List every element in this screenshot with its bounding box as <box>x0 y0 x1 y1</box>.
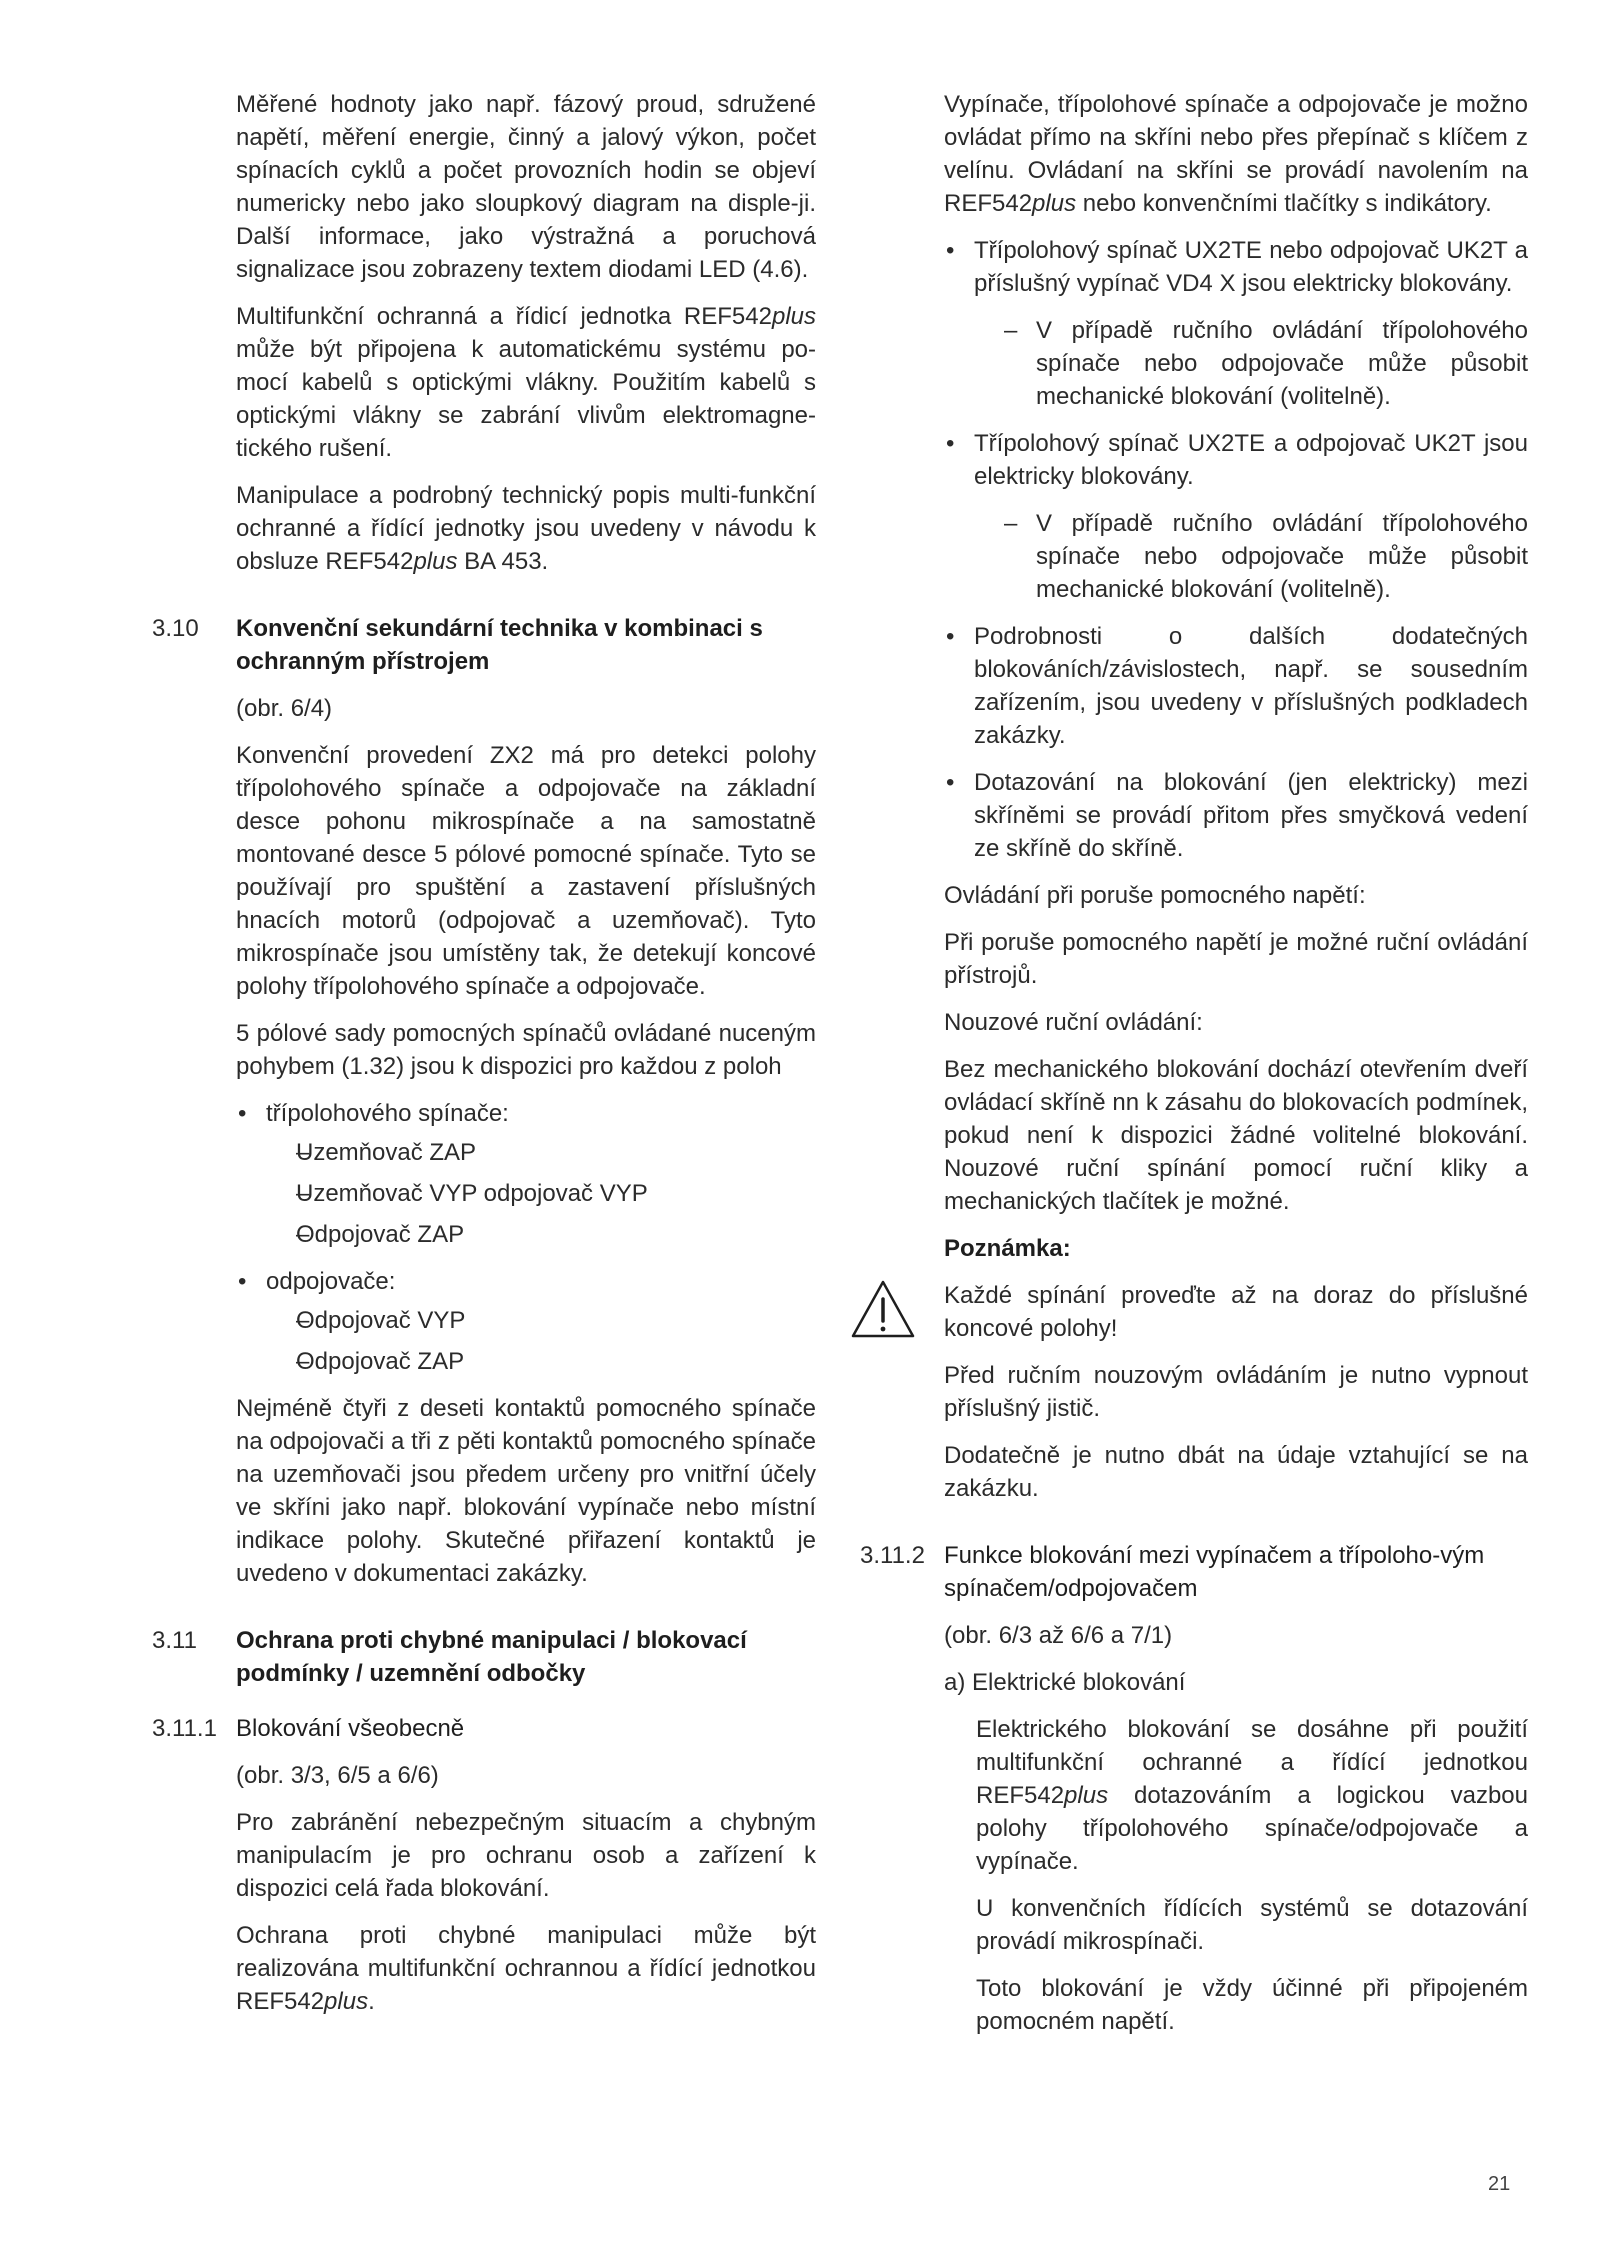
list-item: – Uzemňovač ZAP <box>266 1136 816 1169</box>
section-3-11-2-heading <box>860 1539 1528 1605</box>
note-text: Každé spínání proveďte až na doraz do příslušné koncové polohy! <box>944 1282 1528 1342</box>
interlock-list <box>944 234 1528 865</box>
paragraph-electrical-interlock: Elektrického blokování se dosáhne při použití multifunkční ochranné a řídící jednotkou REF542plus dotazováním a logickou vazbou polohy třípolohového spínače/odpojovače a vypínače. <box>976 1716 1528 1875</box>
list-item: – Odpojovač ZAP <box>266 1218 816 1251</box>
paragraph-aux-failure-label: Ovládání při poruše pomocného napětí: <box>944 882 1366 909</box>
paragraph-fiber-optic: Multifunkční ochranná a řídicí jednotka REF542plus může být připojena k automatickému systému po-mocí kabelů s optickými vlákny. Použitím kabelů s optickými vlákny se zabrání vlivům elektromagne-tického rušení. <box>236 303 816 462</box>
section-number: 3.11.2 <box>860 1542 925 1569</box>
paragraph-emergency: Bez mechanického blokování dochází otevřením dveří ovládací skříně nn k zásahu do blokovacích podmínek, pokud není k dispozici žádné volitelné blokování. Nouzové ruční spínání pomocí ruční kliky a mechanických tlačítek je možné. <box>944 1056 1528 1215</box>
left-column <box>152 88 816 2032</box>
paragraph-protection: Ochrana proti chybné manipulaci může být realizována multifunkční ochrannou a řídící jednotkou REF542plus. <box>236 1922 816 2015</box>
paragraph-measured-values: Měřené hodnoty jako např. fázový proud, sdružené napětí, měření energie, činný a jalový výkon, počet spínacích cyklů a počet provozních hodin se objeví numericky nebo jako sloupkový diagram na disple-ji. Další informace, jako výstražná a poruchová signalizace jsou zobrazeny textem diodami LED (4.6). <box>236 91 816 283</box>
paragraph-conventional: Konvenční provedení ZX2 má pro detekci polohy třípolohového spínače a odpojovače na základní desce pohonu mikrospínače a na samostatně montované desce 5 pólové pomocné spínače. Tyto se používají pro spuštění a zastavení příslušných hnacích motorů (odpojovač a uzemňovač). Tyto mikrospínače jsou umístěny tak, že detekují koncové polohy třípolohového spínače a odpojovače. <box>236 742 816 1000</box>
paragraph-emergency-label: Nouzové ruční ovládání: <box>944 1009 1203 1036</box>
figure-reference: (obr. 3/3, 6/5 a 6/6) <box>236 1762 439 1789</box>
paragraph-manual-reference: Manipulace a podrobný technický popis multi-funkční ochranné a řídící jednotky jsou uvedeny v návodu k obsluze REF542plus BA 453. <box>236 482 816 575</box>
section-title: Funkce blokování mezi vypínačem a třípoloho-vým spínačem/odpojovačem <box>944 1542 1485 1602</box>
list-item: • Třípolohový spínač UX2TE a odpojovač UK2T jsou elektricky blokovány. – V případě ručního ovládání třípolohového spínače nebo odpojovače může působit mechanické blokování (volitelně). <box>944 427 1528 606</box>
sub-list <box>266 1304 816 1378</box>
paragraph-aux-failure: Při poruše pomocného napětí je možné ruční ovládání přístrojů. <box>944 929 1528 989</box>
section-3-11-1-heading <box>152 1712 816 1745</box>
warning-triangle-icon <box>850 1279 916 1339</box>
subsection-label: a) Elektrické blokování <box>944 1669 1186 1696</box>
note-text: Před ručním nouzovým ovládáním je nutno vypnout příslušný jistič. <box>944 1362 1528 1422</box>
figure-reference: (obr. 6/3 až 6/6 a 7/1) <box>944 1622 1173 1649</box>
sub-list <box>266 1136 816 1251</box>
paragraph-effective: Toto blokování je vždy účinné při připojeném pomocném napětí. <box>976 1975 1528 2035</box>
figure-reference: (obr. 6/4) <box>236 695 333 722</box>
section-3-11-heading <box>152 1624 816 1690</box>
paragraph-auxiliary-switches: 5 pólové sady pomocných spínačů ovládané nuceným pohybem (1.32) jsou k dispozici pro každou z poloh <box>236 1020 816 1080</box>
section-title: Ochrana proti chybné manipulaci / blokovací podmínky / uzemnění odbočky <box>236 1627 747 1687</box>
list-item: • třípolohového spínače: – Uzemňovač ZAP – Uzemňovač VYP odpojovač VYP – Odpojovač ZAP <box>236 1097 816 1251</box>
list-item: • Podrobnosti o dalších dodatečných blokováních/závislostech, např. se sousedním zařízením, jsou uvedeny v příslušných podkladech zakázky. <box>944 620 1528 752</box>
section-title: Konvenční sekundární technika v kombinaci s ochranným přístrojem <box>236 615 763 675</box>
list-item: – Odpojovač ZAP <box>266 1345 816 1378</box>
sub-list <box>974 314 1528 413</box>
list-item: • Dotazování na blokování (jen elektricky) mezi skříněmi se provádí přitom přes smyčková vedení ze skříně do skříně. <box>944 766 1528 865</box>
right-column <box>860 88 1528 2052</box>
section-title: Blokování všeobecně <box>236 1715 465 1742</box>
list-item: • Třípolohový spínač UX2TE nebo odpojovač UK2T a příslušný vypínač VD4 X jsou elektricky blokovány. – V případě ručního ovládání třípolohového spínače nebo odpojovače může působit mechanické blokování (volitelně). <box>944 234 1528 413</box>
list-item: – Odpojovač VYP <box>266 1304 816 1337</box>
section-number: 3.11 <box>152 1627 197 1654</box>
note-label: Poznámka: <box>944 1235 1071 1262</box>
list-item: • odpojovače: – Odpojovač VYP – Odpojovač ZAP <box>236 1265 816 1378</box>
page-number: 21 <box>1488 2173 1511 2195</box>
sub-list <box>974 507 1528 606</box>
list-item: – V případě ručního ovládání třípolohového spínače nebo odpojovače může působit mechanické blokování (volitelně). <box>974 314 1528 413</box>
paragraph-contacts: Nejméně čtyři z deseti kontaktů pomocného spínače na odpojovači a tři z pěti kontaktů pomocného spínače na uzemňovači jsou předem určeny pro vnitřní účely ve skříni jako např. blokování vypínače nebo místní indikace polohy. Skutečné přiřazení kontaktů je uvedeno v dokumentaci zakázky. <box>236 1395 816 1587</box>
note-text: Dodatečně je nutno dbát na údaje vztahující se na zakázku. <box>944 1442 1528 1502</box>
position-list <box>236 1097 816 1378</box>
section-3-10-heading <box>152 612 816 678</box>
section-number: 3.10 <box>152 615 199 642</box>
paragraph-interlocks: Pro zabránění nebezpečným situacím a chybným manipulacím je pro ochranu osob a zařízení k dispozici celá řada blokování. <box>236 1809 816 1902</box>
subsection-body <box>944 1713 1528 2038</box>
section-number: 3.11.1 <box>152 1715 217 1742</box>
list-item: – Uzemňovač VYP odpojovač VYP <box>266 1177 816 1210</box>
paragraph-switch-control: Vypínače, třípolohové spínače a odpojovače je možno ovládat přímo na skříni nebo přes přepínač s klíčem z velínu. Ovládaní na skříni se provádí navolením na REF542plus nebo konvenčními tlačítky s indikátory. <box>944 91 1528 217</box>
paragraph-microswitches: U konvenčních řídících systémů se dotazování provádí mikrospínači. <box>976 1895 1528 1955</box>
list-item: – V případě ručního ovládání třípolohového spínače nebo odpojovače může působit mechanické blokování (volitelně). <box>974 507 1528 606</box>
note-block <box>944 1279 1528 1505</box>
